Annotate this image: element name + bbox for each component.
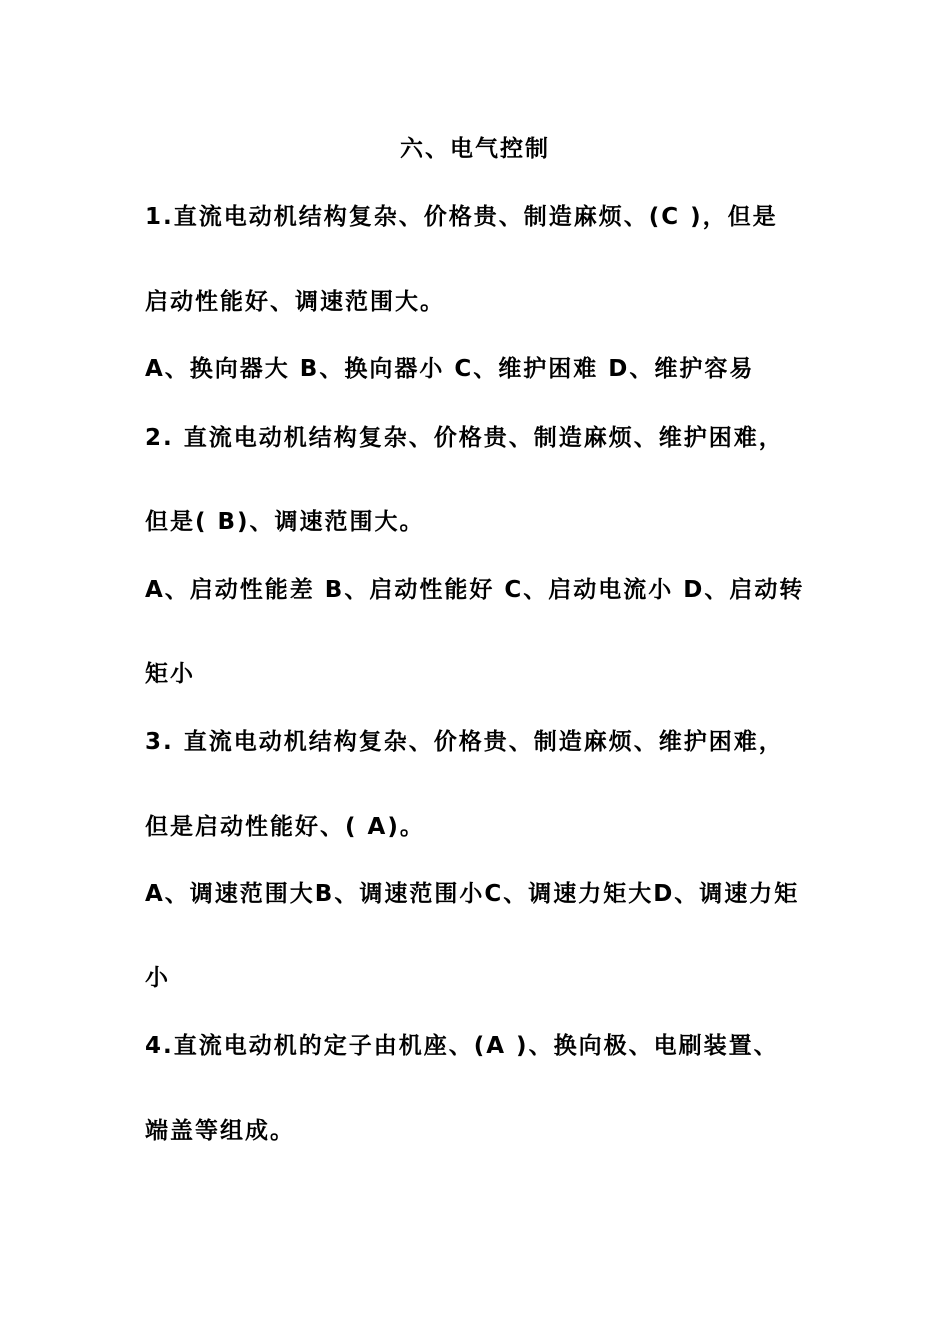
q3-options-line-1: A、调速范围大B、调速范围小C、调速力矩大D、调速力矩 <box>145 881 800 907</box>
q3-options-line-2: 小 <box>145 965 170 991</box>
q1-line-2: 启动性能好、调速范围大。 <box>145 289 445 315</box>
q3-line-2: 但是启动性能好、( A)。 <box>145 814 425 840</box>
q1-options: A、换向器大 B、换向器小 C、维护困难 D、维护容易 <box>145 356 755 382</box>
q2-line-1: 2. 直流电动机结构复杂、价格贵、制造麻烦、维护困难， <box>145 425 784 451</box>
q4-line-1: 4.直流电动机的定子由机座、(A )、换向极、电刷装置、 <box>145 1033 779 1059</box>
q2-line-2: 但是( B)、调速范围大。 <box>145 509 425 535</box>
q1-line-1: 1.直流电动机结构复杂、价格贵、制造麻烦、(C )，但是 <box>145 204 778 230</box>
q2-options-line-2: 矩小 <box>145 661 195 687</box>
q4-line-2: 端盖等组成。 <box>145 1118 295 1144</box>
q2-options-line-1: A、启动性能差 B、启动性能好 C、启动电流小 D、启动转 <box>145 577 805 603</box>
section-title: 六、电气控制 <box>400 136 550 162</box>
q3-line-1: 3. 直流电动机结构复杂、价格贵、制造麻烦、维护困难， <box>145 729 784 755</box>
